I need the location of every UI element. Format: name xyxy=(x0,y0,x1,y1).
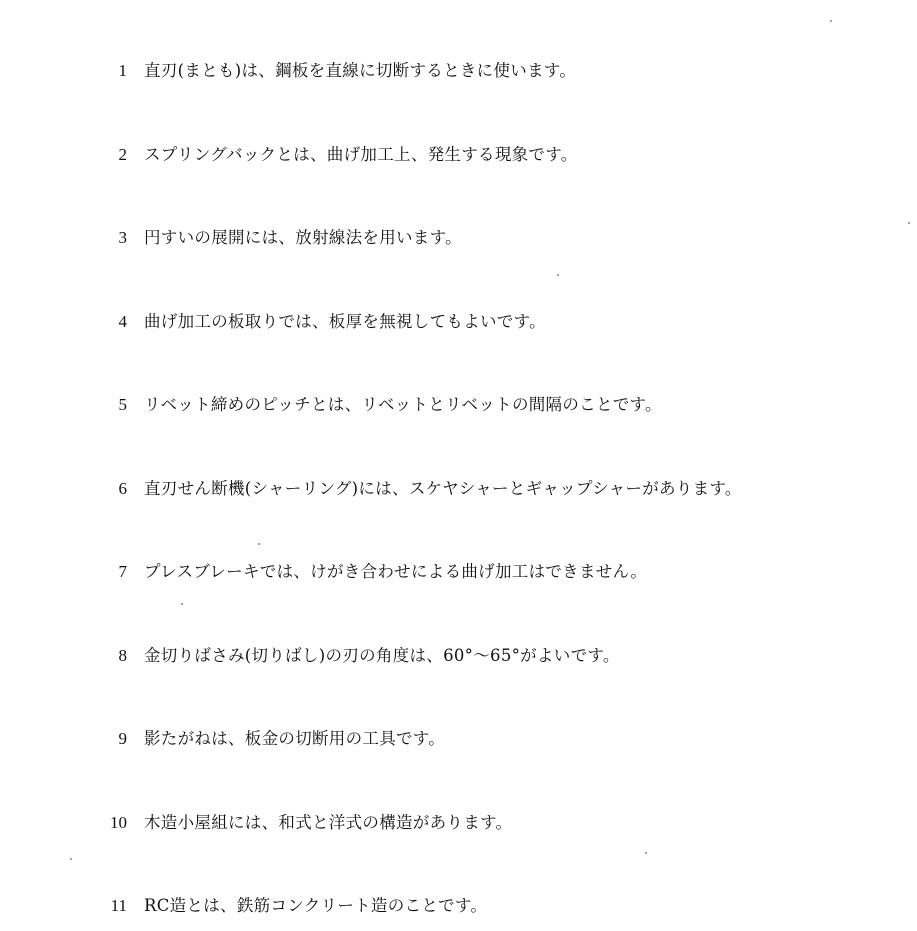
question-item xyxy=(0,636,917,676)
question-text: 金切りばさみ(切りばし)の刃の角度は、60°～65°がよいです。 xyxy=(144,646,620,665)
question-item xyxy=(0,135,917,175)
question-text: 影たがねは、板金の切断用の工具です。 xyxy=(144,729,446,748)
question-item xyxy=(0,469,917,509)
question-text: 円すいの展開には、放射線法を用います。 xyxy=(144,228,462,247)
question-text: 木造小屋組には、和式と洋式の構造があります。 xyxy=(144,813,513,832)
question-number: 9 xyxy=(118,729,127,748)
question-number: 4 xyxy=(118,312,127,331)
question-item xyxy=(0,803,917,843)
question-text: RC造とは、鉄筋コンクリート造のことです。 xyxy=(144,896,488,915)
question-number: 1 xyxy=(118,61,127,80)
question-number: 7 xyxy=(118,562,127,581)
scan-speck xyxy=(830,20,832,22)
scan-speck xyxy=(557,274,559,276)
scan-speck xyxy=(258,543,260,545)
question-text: プレスブレーキでは、けがき合わせによる曲げ加工はできません。 xyxy=(144,562,648,581)
question-item xyxy=(0,552,917,592)
question-number: 2 xyxy=(118,145,127,164)
question-text: リベット締めのピッチとは、リベットとリベットの間隔のことです。 xyxy=(144,395,662,414)
question-number: 5 xyxy=(118,395,127,414)
question-number: 6 xyxy=(118,479,127,498)
question-text: 曲げ加工の板取りでは、板厚を無視してもよいです。 xyxy=(144,312,546,331)
question-item xyxy=(0,302,917,342)
scan-speck xyxy=(908,222,910,224)
question-number: 11 xyxy=(110,896,127,915)
question-item xyxy=(0,51,917,91)
question-text: スプリングバックとは、曲げ加工上、発生する現象です。 xyxy=(144,145,578,164)
question-item xyxy=(0,719,917,759)
question-item xyxy=(0,385,917,425)
question-number: 3 xyxy=(118,228,127,247)
question-text: 直刃(まとも)は、鋼板を直線に切断するときに使います。 xyxy=(144,61,577,80)
scan-speck xyxy=(181,603,183,605)
question-text: 直刃せん断機(シャーリング)には、スケヤシャーとギャップシャーがあります。 xyxy=(144,479,742,498)
question-item xyxy=(0,886,917,926)
question-number: 10 xyxy=(110,813,127,832)
question-item xyxy=(0,218,917,258)
scan-speck xyxy=(70,858,72,860)
scan-speck xyxy=(645,852,647,854)
question-number: 8 xyxy=(118,646,127,665)
